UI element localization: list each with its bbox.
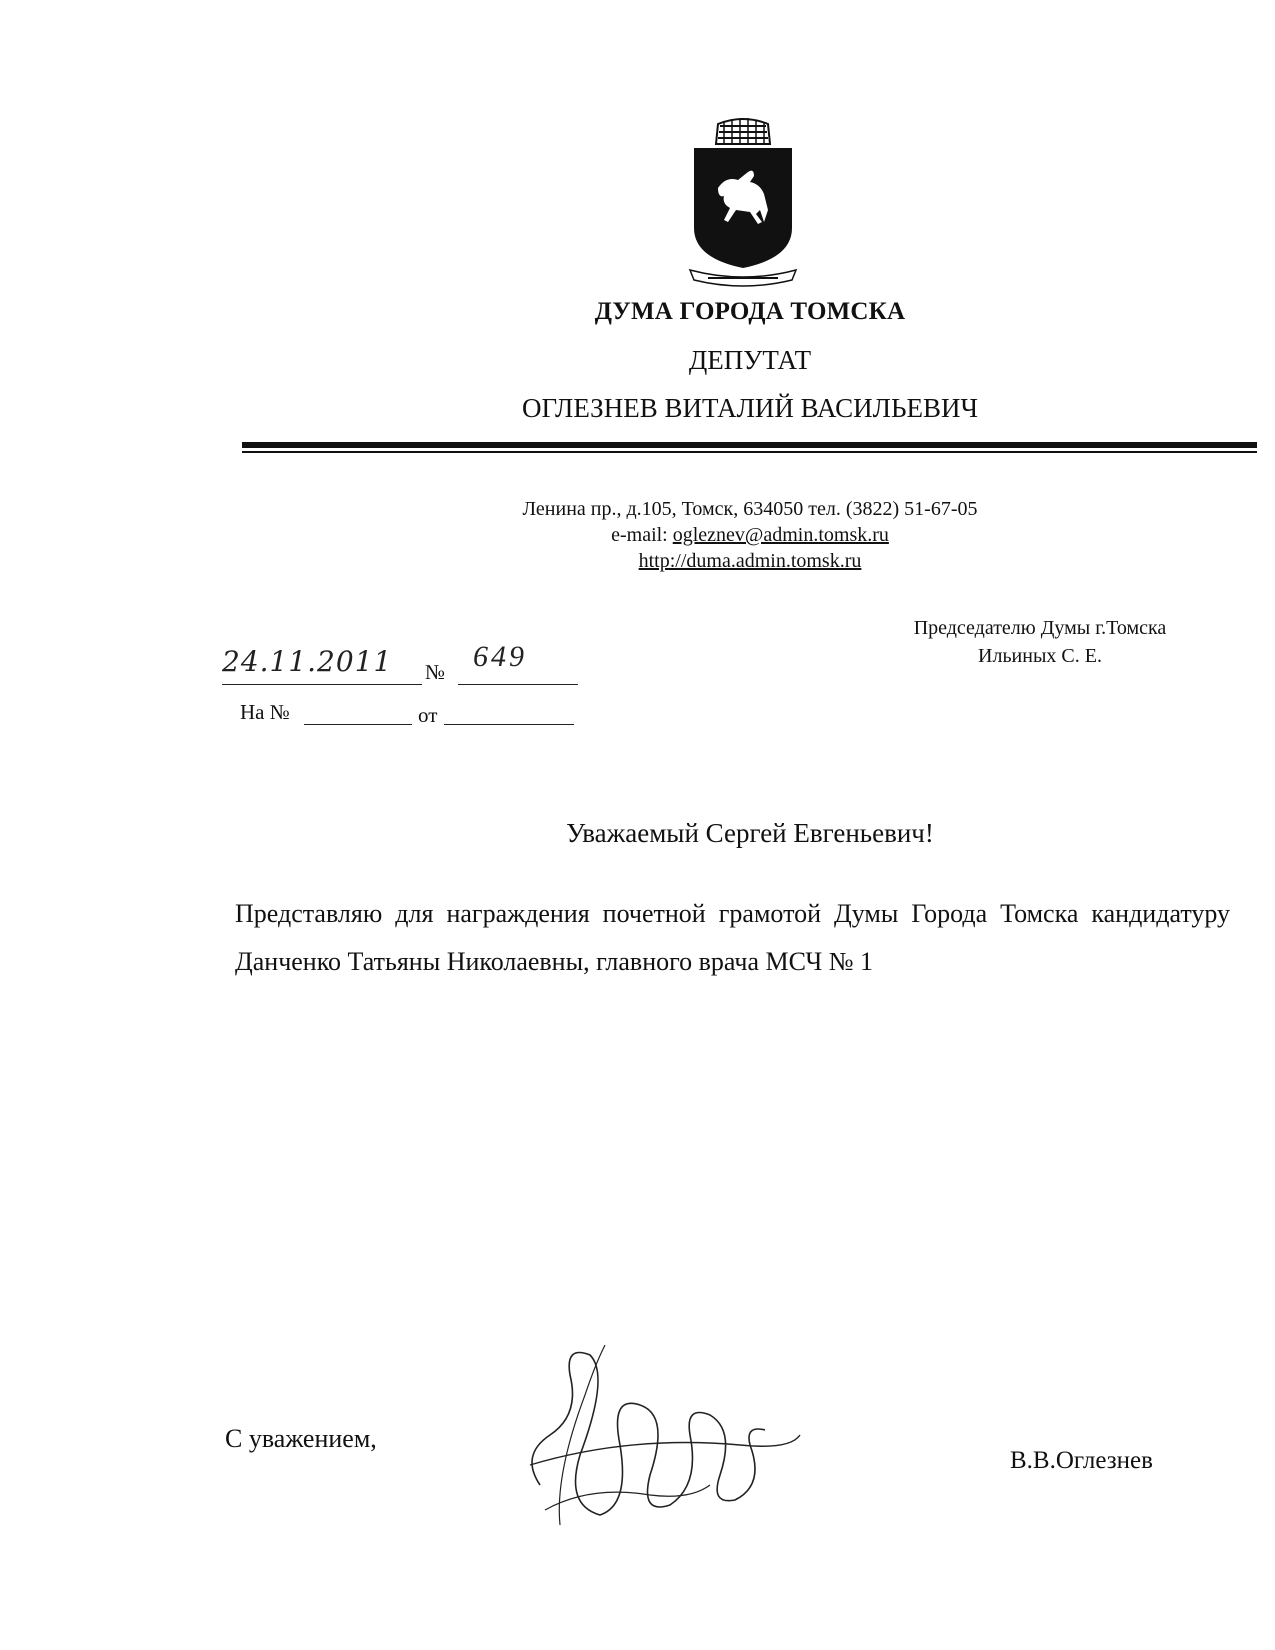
email-label: e-mail: (611, 524, 673, 546)
signer-name: В.В.Оглезнев (1010, 1447, 1153, 1474)
in-reply-number-blank (304, 724, 412, 725)
outgoing-number: 649 (473, 640, 527, 673)
addressee-block (850, 614, 1230, 670)
header-divider (242, 442, 1257, 454)
number-underline (458, 684, 578, 685)
addressee-name: Ильиных С. Е. (978, 645, 1102, 667)
coat-of-arms-icon (688, 118, 798, 293)
in-reply-label: На № (240, 700, 290, 724)
date-underline (222, 684, 422, 685)
address-line: Ленина пр., д.105, Томск, 634050 тел. (3822) 51-67-05 (522, 498, 978, 520)
letter-body: Представляю для награждения почетной грамотой Думы Города Томска кандидатуру Данченко Татьяны Николаевны, главного врача МСЧ № 1 (235, 899, 1230, 976)
from-label: от (418, 703, 438, 727)
crown-icon (716, 118, 770, 144)
website-line (250, 548, 1250, 574)
outgoing-date: 24.11.2011 (222, 645, 393, 678)
addressee-title: Председателю Думы г.Томска (913, 617, 1167, 639)
number-label: № (425, 660, 446, 684)
organization-name: ДУМА ГОРОДА ТОМСКА (594, 298, 906, 325)
signature (510, 1335, 810, 1535)
email-link[interactable]: ogleznev@admin.tomsk.ru (672, 524, 889, 546)
email-line (250, 522, 1250, 548)
website-link[interactable]: http://duma.admin.tomsk.ru (638, 550, 862, 572)
closing: С уважением, (225, 1424, 377, 1453)
deputy-name: ОГЛЕЗНЕВ ВИТАЛИЙ ВАСИЛЬЕВИЧ (521, 393, 979, 423)
salutation: Уважаемый Сергей Евгеньевич! (566, 818, 934, 848)
in-reply-date-blank (444, 724, 574, 725)
deputy-position: ДЕПУТАТ (688, 345, 812, 375)
